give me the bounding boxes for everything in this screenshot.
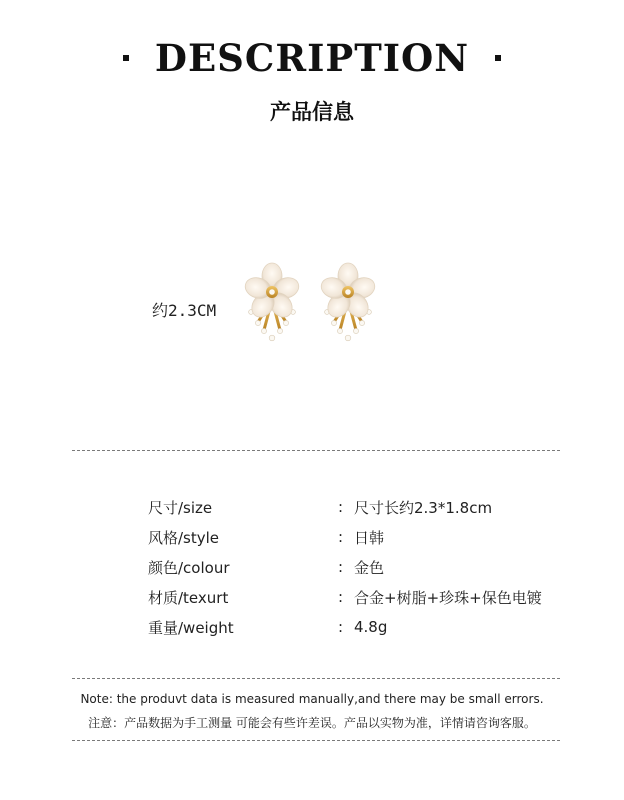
spec-key: 风格/style bbox=[148, 528, 220, 547]
note-chinese: 注意：产品数据为手工测量 可能会有些许差误。产品以实物为准，详情请咨询客服。 bbox=[88, 716, 536, 730]
spec-value: 尺寸长约2.3*1.8cm bbox=[354, 498, 493, 517]
title-row bbox=[0, 36, 624, 80]
spec-value: 4.8g bbox=[354, 618, 388, 636]
spec-row-size bbox=[148, 492, 568, 522]
note-top-divider bbox=[72, 678, 560, 679]
spec-colon: : bbox=[338, 528, 344, 546]
page-title: DESCRIPTION bbox=[154, 36, 470, 80]
spec-colon: : bbox=[338, 498, 344, 516]
spec-row-style bbox=[148, 522, 568, 552]
header bbox=[0, 36, 624, 126]
spec-key: 材质/texurt bbox=[148, 588, 229, 607]
spec-colon: : bbox=[338, 558, 344, 576]
spec-value: 金色 bbox=[354, 558, 385, 577]
spec-table bbox=[148, 492, 568, 642]
top-dashed-divider bbox=[72, 450, 560, 451]
spec-row-material bbox=[148, 582, 568, 612]
flower-earring-icon bbox=[240, 262, 390, 354]
spec-colon: : bbox=[338, 618, 344, 636]
spec-row-weight bbox=[148, 612, 568, 642]
spec-key: 尺寸/size bbox=[148, 498, 213, 517]
spec-value: 日韩 bbox=[354, 528, 385, 547]
spec-row-colour bbox=[148, 552, 568, 582]
size-annotation: 约2.3CM bbox=[152, 301, 217, 320]
page-subtitle: 产品信息 bbox=[270, 100, 354, 124]
spec-key: 颜色/colour bbox=[148, 558, 230, 577]
note-bottom-divider bbox=[72, 740, 560, 741]
right-square-bullet-icon bbox=[495, 55, 501, 61]
spec-colon: : bbox=[338, 588, 344, 606]
note-english: Note: the produvt data is measured manually,and there may be small errors. bbox=[80, 692, 544, 706]
left-square-bullet-icon bbox=[123, 55, 129, 61]
spec-value: 合金+树脂+珍珠+保色电镀 bbox=[354, 588, 542, 607]
spec-key: 重量/weight bbox=[148, 618, 234, 637]
